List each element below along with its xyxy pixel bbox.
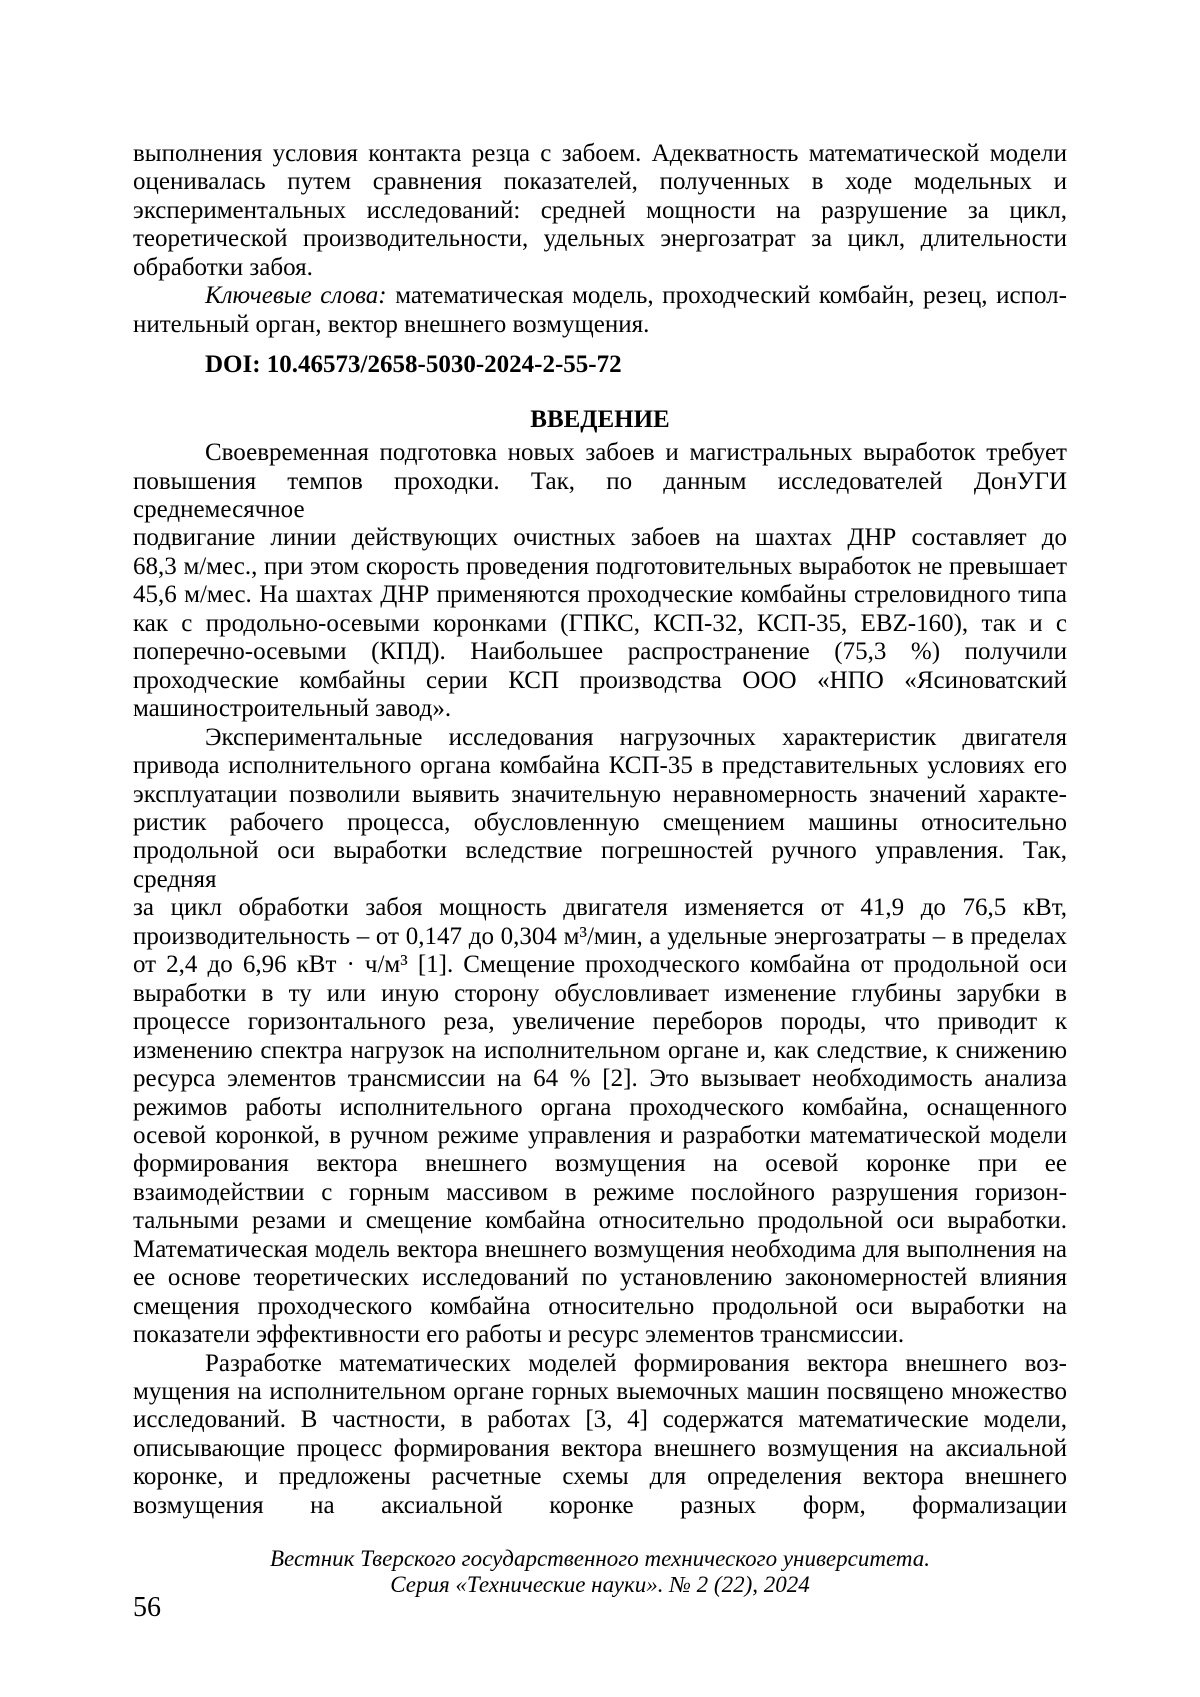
text-line: осевой коронкой, в ручном режиме управления и разработки математической модели xyxy=(133,1121,1067,1149)
text-line: формирования вектора внешнего возмущения на осевой коронке при ее xyxy=(133,1150,1067,1178)
text-line: производительность – от 0,147 до 0,304 м³/мин, а удельные энергозатраты – в пределах xyxy=(133,922,1067,950)
text-line: выработки в ту или иную сторону обусловливает изменение глубины зарубки в xyxy=(133,979,1067,1007)
text-line: ее основе теоретических исследований по установлению закономерностей влияния xyxy=(133,1264,1067,1292)
text-line: показатели эффективности его работы и ресурс элементов трансмиссии. xyxy=(133,1321,905,1349)
text-line: эксплуатации позволили выявить значительную неравномерность значений характе- xyxy=(133,780,1067,808)
text-line: теоретической производительности, удельных энергозатрат за цикл, длительности xyxy=(133,225,1067,253)
footer-journal-title: Вестник Тверского государственного технического университета. xyxy=(269,1546,930,1571)
section-heading-introduction: ВВЕДЕНИЕ xyxy=(530,405,670,433)
text-line: тальными резами и смещение комбайна относительно продольной оси выработки. xyxy=(133,1207,1067,1235)
text-line: выполнения условия контакта резца с забоем. Адекватность математической модели xyxy=(133,140,1067,167)
text-line: повышения темпов проходки. Так, по данным исследователей ДонУГИ среднемесячное xyxy=(133,467,1067,523)
text-line: возмущения на аксиальной коронке разных форм, формализации xyxy=(133,1491,1067,1519)
text-line: процессе горизонтального реза, увеличение переборов породы, что приводит к xyxy=(133,1008,1067,1036)
text-line: машиностроительный завод». xyxy=(133,695,452,723)
text-line: за цикл обработки забоя мощность двигателя изменяется от 41,9 до 76,5 кВт, xyxy=(133,894,1067,922)
text-line: привода исполнительного органа комбайна КСП-35 в представительных условиях его xyxy=(133,752,1067,780)
text-line: продольной оси выработки вследствие погрешностей ручного управления. Так, средняя xyxy=(133,837,1067,893)
text-line: режимов работы исполнительного органа проходческого комбайна, оснащенного xyxy=(133,1093,1067,1121)
text-line: экспериментальных исследований: средней мощности на разрушение за цикл, xyxy=(133,196,1067,224)
text-line: Своевременная подготовка новых забоев и магистральных выработок требует xyxy=(205,439,1067,467)
text-line: Математическая модель вектора внешнего возмущения необходима для выполнения на xyxy=(133,1235,1067,1263)
text-line: проходческие комбайны серии КСП производства ООО «НПО «Ясиноватский xyxy=(133,666,1067,694)
text-line: изменению спектра нагрузок на исполнительном органе и, как следствие, к снижению xyxy=(133,1036,1067,1064)
text-line: ресурса элементов трансмиссии на 64 % [2]. Это вызывает необходимость анализа xyxy=(133,1065,1067,1093)
text-line: оценивалась путем сравнения показателей, полученных в ходе модельных и xyxy=(133,168,1067,196)
text-line: ристик рабочего процесса, обусловленную смещением машины относительно xyxy=(133,808,1067,836)
page-number: 56 xyxy=(133,1592,161,1623)
text-line: исследований. В частности, в работах [3, 4] содержатся математические модели, xyxy=(133,1406,1067,1434)
text-line: Экспериментальные исследования нагрузочных характеристик двигателя xyxy=(205,723,1067,751)
text-line: от 2,4 до 6,96 кВт · ч/м³ [1]. Смещение проходческого комбайна от продольной оси xyxy=(133,951,1067,979)
keywords-line xyxy=(133,282,1067,310)
page-text-block xyxy=(133,140,1067,1520)
keywords-label: Ключевые слова: xyxy=(205,282,387,310)
text-line: взаимодействии с горным массивом в режиме послойного разрушения горизон- xyxy=(133,1178,1067,1206)
keywords-text: математическая модель, проходческий комбайн, резец, испол- xyxy=(386,282,1067,310)
footer-series-issue: Серия «Технические науки». № 2 (22), 2024 xyxy=(390,1572,810,1597)
text-line: поперечно-осевыми (КПД). Наибольшее распространение (75,3 %) получили xyxy=(133,638,1067,666)
doi-line: DOI: 10.46573/2658-5030-2024-2-55-72 xyxy=(205,351,622,379)
journal-footer xyxy=(133,1546,1067,1598)
text-line: описывающие процесс формирования вектора внешнего возмущения на аксиальной xyxy=(133,1434,1067,1462)
text-line: Разработке математических моделей формирования вектора внешнего воз- xyxy=(205,1349,1067,1377)
text-line: как с продольно-осевыми коронками (ГПКС, КСП-32, КСП-35, EBZ-160), так и с xyxy=(133,609,1067,637)
text-line: смещения проходческого комбайна относительно продольной оси выработки на xyxy=(133,1292,1067,1320)
text-line: подвигание линии действующих очистных забоев на шахтах ДНР составляет до xyxy=(133,524,1067,552)
text-line: обработки забоя. xyxy=(133,253,313,281)
text-line: мущения на исполнительном органе горных выемочных машин посвящено множество xyxy=(133,1378,1067,1406)
text-line: коронке, и предложены расчетные схемы для определения вектора внешнего xyxy=(133,1463,1067,1491)
keywords-line: нительный орган, вектор внешнего возмущения. xyxy=(133,310,650,338)
text-line: 45,6 м/мес. На шахтах ДНР применяются проходческие комбайны стреловидного типа xyxy=(133,581,1067,609)
text-line: 68,3 м/мес., при этом скорость проведения подготовительных выработок не превышает xyxy=(133,552,1067,580)
